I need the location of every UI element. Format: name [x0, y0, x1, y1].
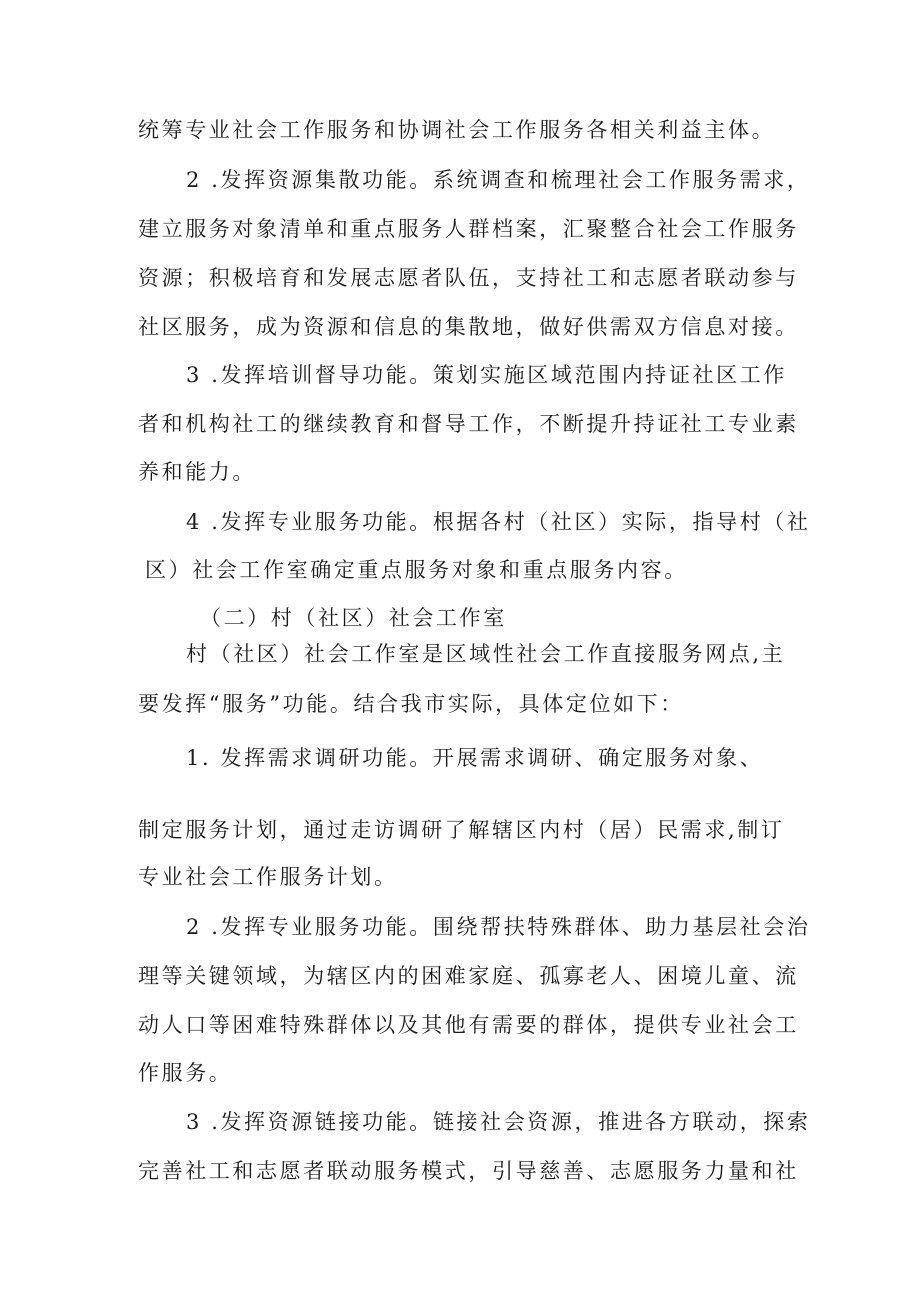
text-line-10: 区）社会工作室确定重点服务对象和重点服务内容。	[145, 558, 688, 582]
text-line-4: 资源；积极培育和发展志愿者队伍，支持社工和志愿者联动参与	[138, 266, 799, 290]
text-line-15: 制定服务计划，通过走访调研了解辖区内村（居）民需求,制订	[138, 818, 785, 842]
text-line-22: 完善社工和志愿者联动服务模式，引导慈善、志愿服务力量和社	[138, 1159, 799, 1183]
section-heading: （二）村（社区）社会工作室	[200, 606, 507, 630]
text-line-7: 者和机构社工的继续教育和督导工作，不断提升持证社工专业素	[138, 412, 799, 436]
text-line-9: 4 .发挥专业服务功能。根据各村（社区）实际，指导村（社	[186, 510, 811, 534]
text-line-20: 作服务。	[138, 1061, 233, 1085]
text-line-13: 要发挥“服务”功能。结合我市实际，具体定位如下：	[138, 692, 684, 716]
text-line-1: 统筹专业社会工作服务和协调社会工作服务各相关利益主体。	[138, 118, 776, 142]
text-line-2: 2 .发挥资源集散功能。系统调查和梳理社会工作服务需求，	[186, 168, 811, 192]
text-line-6: 3 .发挥培训督导功能。策划实施区域范围内持证社区工作	[186, 363, 787, 387]
text-line-5: 社区服务，成为资源和信息的集散地，做好供需双方信息对接。	[138, 315, 799, 339]
text-line-18: 理等关键领域，为辖区内的困难家庭、孤寡老人、困境儿童、流	[138, 964, 799, 988]
text-line-17: 2 .发挥专业服务功能。围绕帮扶特殊群体、助力基层社会治	[186, 915, 811, 939]
text-line-14: 1. 发挥需求调研功能。开展需求调研、确定服务对象、	[186, 746, 764, 770]
text-line-16: 专业社会工作服务计划。	[138, 865, 398, 889]
text-line-8: 养和能力。	[138, 460, 256, 484]
text-line-21: 3 .发挥资源链接功能。链接社会资源，推进各方联动，探索	[186, 1110, 811, 1134]
text-line-12: 村（社区）社会工作室是区域性社会工作直接服务网点,主	[186, 642, 786, 666]
text-line-3: 建立服务对象清单和重点服务人群档案，汇聚整合社会工作服务	[138, 217, 799, 241]
text-line-19: 动人口等困难特殊群体以及其他有需要的群体，提供专业社会工	[138, 1013, 799, 1037]
